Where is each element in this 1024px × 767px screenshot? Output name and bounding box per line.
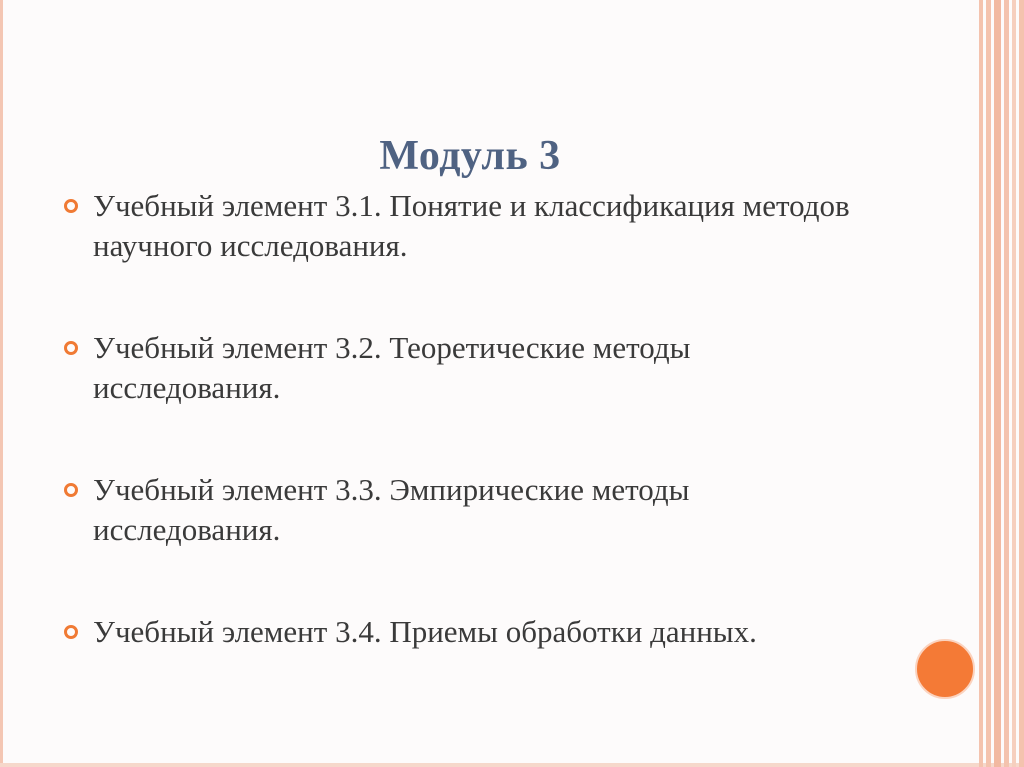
list-item-text: Учебный элемент 3.3. Эмпирические методы исследования. <box>93 472 690 547</box>
list-item <box>62 328 862 408</box>
list-item-text: Учебный элемент 3.2. Теоретические методы исследования. <box>93 330 691 405</box>
decorative-circle-icon <box>915 639 975 699</box>
circle-bullet-icon <box>64 199 78 213</box>
list-item <box>62 470 862 550</box>
slide-title: Модуль 3 <box>379 133 561 180</box>
list-item <box>62 186 862 266</box>
bullet-list <box>62 186 862 652</box>
circle-bullet-icon <box>64 483 78 497</box>
list-item <box>62 612 862 652</box>
circle-bullet-icon <box>64 341 78 355</box>
circle-bullet-icon <box>64 625 78 639</box>
list-item-text: Учебный элемент 3.4. Приемы обработки данных. <box>93 614 757 649</box>
slide-frame-left <box>0 0 3 767</box>
list-item-text: Учебный элемент 3.1. Понятие и классификация методов научного исследования. <box>93 188 850 263</box>
slide-frame-bottom <box>0 763 1024 767</box>
